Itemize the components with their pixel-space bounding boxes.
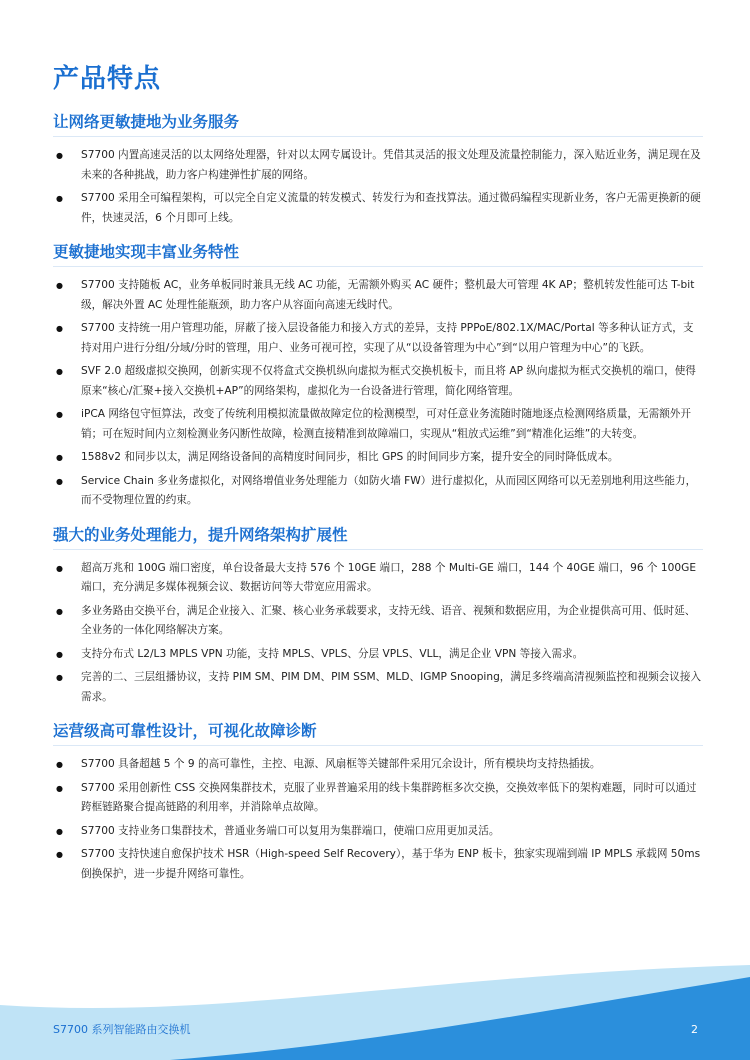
- list-item: [53, 755, 703, 775]
- list-item: [53, 362, 703, 401]
- list-item: [53, 845, 703, 884]
- list-item: [53, 559, 703, 598]
- list-item-text: S7700 采用全可编程架构，可以完全自定义流量的转发模式、转发行为和查找算法。通过微码编程实现新业务，客户无需更换新的硬件，快速灵活，6 个月即可上线。: [81, 192, 701, 224]
- section-reliability: [53, 719, 703, 884]
- list-item-text: SVF 2.0 超级虚拟交换网，创新实现不仅将盒式交换机纵向虚拟为框式交换机板卡，而且将 AP 纵向虚拟为框式交换机的端口，使得原来“核心/汇聚+接入交换机+AP”的网络架构，虚拟化为一台设备进行管理，简化网络管理。: [81, 365, 696, 397]
- list-item-text: S7700 支持业务口集群技术，普通业务端口可以复用为集群端口，使端口应用更加灵活。: [81, 824, 500, 837]
- section-heading: 让网络更敏捷地为业务服务: [53, 110, 703, 137]
- list-item-text: S7700 具备超越 5 个 9 的高可靠性，主控、电源、风扇框等关键部件采用冗余设计，所有模块均支持热插拔。: [81, 758, 601, 770]
- list-item-text: Service Chain 多业务虚拟化，对网络增值业务处理能力（如防火墙 FW）进行虚拟化，从而园区网络可以无差别地利用这些能力，而不受物理位置的约束。: [81, 474, 697, 506]
- list-item-text: iPCA 网络包守恒算法，改变了传统利用模拟流量做故障定位的检测模型，可对任意业务流随时随地逐点检测网络质量，无需额外开销；可在短时间内立刻检测业务闪断性故障，检测直接精准到故障端口，实现从“粗放式运维”到“精准化运维”的大转变。: [81, 408, 691, 440]
- list-item-text: S7700 采用创新性 CSS 交换网集群技术，克服了业界普遍采用的线卡集群跨框多次交换，交换效率低下的架构难题，同时可以通过跨框链路聚合提高链路的利用率，并消除单点故障。: [81, 781, 697, 813]
- list-item-text: S7700 支持快速自愈保护技术 HSR（High-speed Self Recovery），基于华为 ENP 板卡，独家实现端到端 IP MPLS 承载网 50ms 倒换保护，进一步提升网络可靠性。: [81, 848, 701, 880]
- list-item-text: 多业务路由交换平台，满足企业接入、汇聚、核心业务承载要求，支持无线、语音、视频和数据应用，为企业提供高可用、低时延、全业务的一体化网络解决方案。: [81, 604, 696, 636]
- list-item-text: S7700 支持统一用户管理功能，屏蔽了接入层设备能力和接入方式的差异，支持 PPPoE/802.1X/MAC/Portal 等多种认证方式，支持对用户进行分组/分域/分时的管理，用户、业务可视可控，实现了从“以设备管理为中心”到“以用户管理为中心”的飞跃。: [81, 322, 694, 354]
- list-item: [53, 276, 703, 315]
- section-rich-features: [53, 240, 703, 511]
- bullet-icon: ●: [56, 410, 63, 419]
- page-number: 2: [691, 1023, 698, 1036]
- list-item: [53, 405, 703, 444]
- list-item-text: 支持分布式 L2/L3 MPLS VPN 功能，支持 MPLS、VPLS、分层 VPLS、VLL，满足企业 VPN 等接入需求。: [81, 647, 584, 660]
- section-processing-capability: [53, 523, 703, 708]
- list-item: [53, 448, 703, 468]
- section-agile-service: [53, 110, 703, 228]
- content-body: [53, 110, 703, 896]
- list-item: [53, 472, 703, 511]
- bullet-icon: ●: [56, 649, 63, 659]
- bullet-icon: ●: [56, 151, 63, 160]
- bullet-icon: ●: [56, 281, 63, 290]
- bullet-icon: ●: [56, 673, 63, 682]
- list-item: [53, 189, 703, 228]
- footer-product-name: S7700 系列智能路由交换机: [53, 1023, 191, 1036]
- bullet-icon: ●: [56, 826, 63, 836]
- list-item-text: 超高万兆和 100G 端口密度，单台设备最大支持 576 个 10GE 端口，288 个 Multi-GE 端口，144 个 40GE 端口，96 个 100GE 端口，充分满足多媒体视频会议、数据访问等大带宽应用需求。: [81, 561, 697, 593]
- list-item-text: S7700 内置高速灵活的以太网络处理器，针对以太网专属设计。凭借其灵活的报文处理及流量控制能力，深入贴近业务，满足现在及未来的各种挑战，助力客户构建弹性扩展的网络。: [81, 149, 701, 181]
- section-heading: 强大的业务处理能力，提升网络架构扩展性: [53, 523, 703, 550]
- bullet-icon: ●: [56, 783, 63, 793]
- section-heading: 更敏捷地实现丰富业务特性: [53, 240, 703, 267]
- bullet-icon: ●: [56, 367, 63, 376]
- bullet-icon: ●: [56, 453, 63, 462]
- bullet-icon: ●: [56, 476, 63, 486]
- list-item-text: S7700 支持随板 AC，业务单板同时兼具无线 AC 功能，无需额外购买 AC 硬件；整机最大可管理 4K AP；整机转发性能可达 T-bit 级，解决外置 AC 处理性能瓶颈，助力客户从容面向高速无线时代。: [81, 279, 695, 311]
- list-item: [53, 602, 703, 641]
- footer-wave-decoration: [0, 965, 750, 1060]
- list-item: [53, 319, 703, 358]
- bullet-icon: ●: [56, 850, 63, 859]
- bullet-icon: ●: [56, 606, 63, 616]
- list-item: [53, 822, 703, 842]
- page-title: 产品特点: [53, 64, 162, 94]
- section-heading: 运营级高可靠性设计，可视化故障诊断: [53, 719, 703, 746]
- list-item: [53, 645, 703, 665]
- list-item: [53, 146, 703, 185]
- list-item-text: 完善的二、三层组播协议，支持 PIM SM、PIM DM、PIM SSM、MLD、IGMP Snooping，满足多终端高清视频监控和视频会议接入需求。: [81, 671, 702, 703]
- list-item: [53, 668, 703, 707]
- list-item-text: 1588v2 和同步以太，满足网络设备间的高精度时间同步，相比 GPS 的时间同步方案，提升安全的同时降低成本。: [81, 451, 619, 463]
- list-item: [53, 779, 703, 818]
- bullet-icon: ●: [56, 194, 63, 203]
- bullet-icon: ●: [56, 324, 63, 333]
- bullet-icon: ●: [56, 563, 63, 573]
- bullet-icon: ●: [56, 760, 63, 769]
